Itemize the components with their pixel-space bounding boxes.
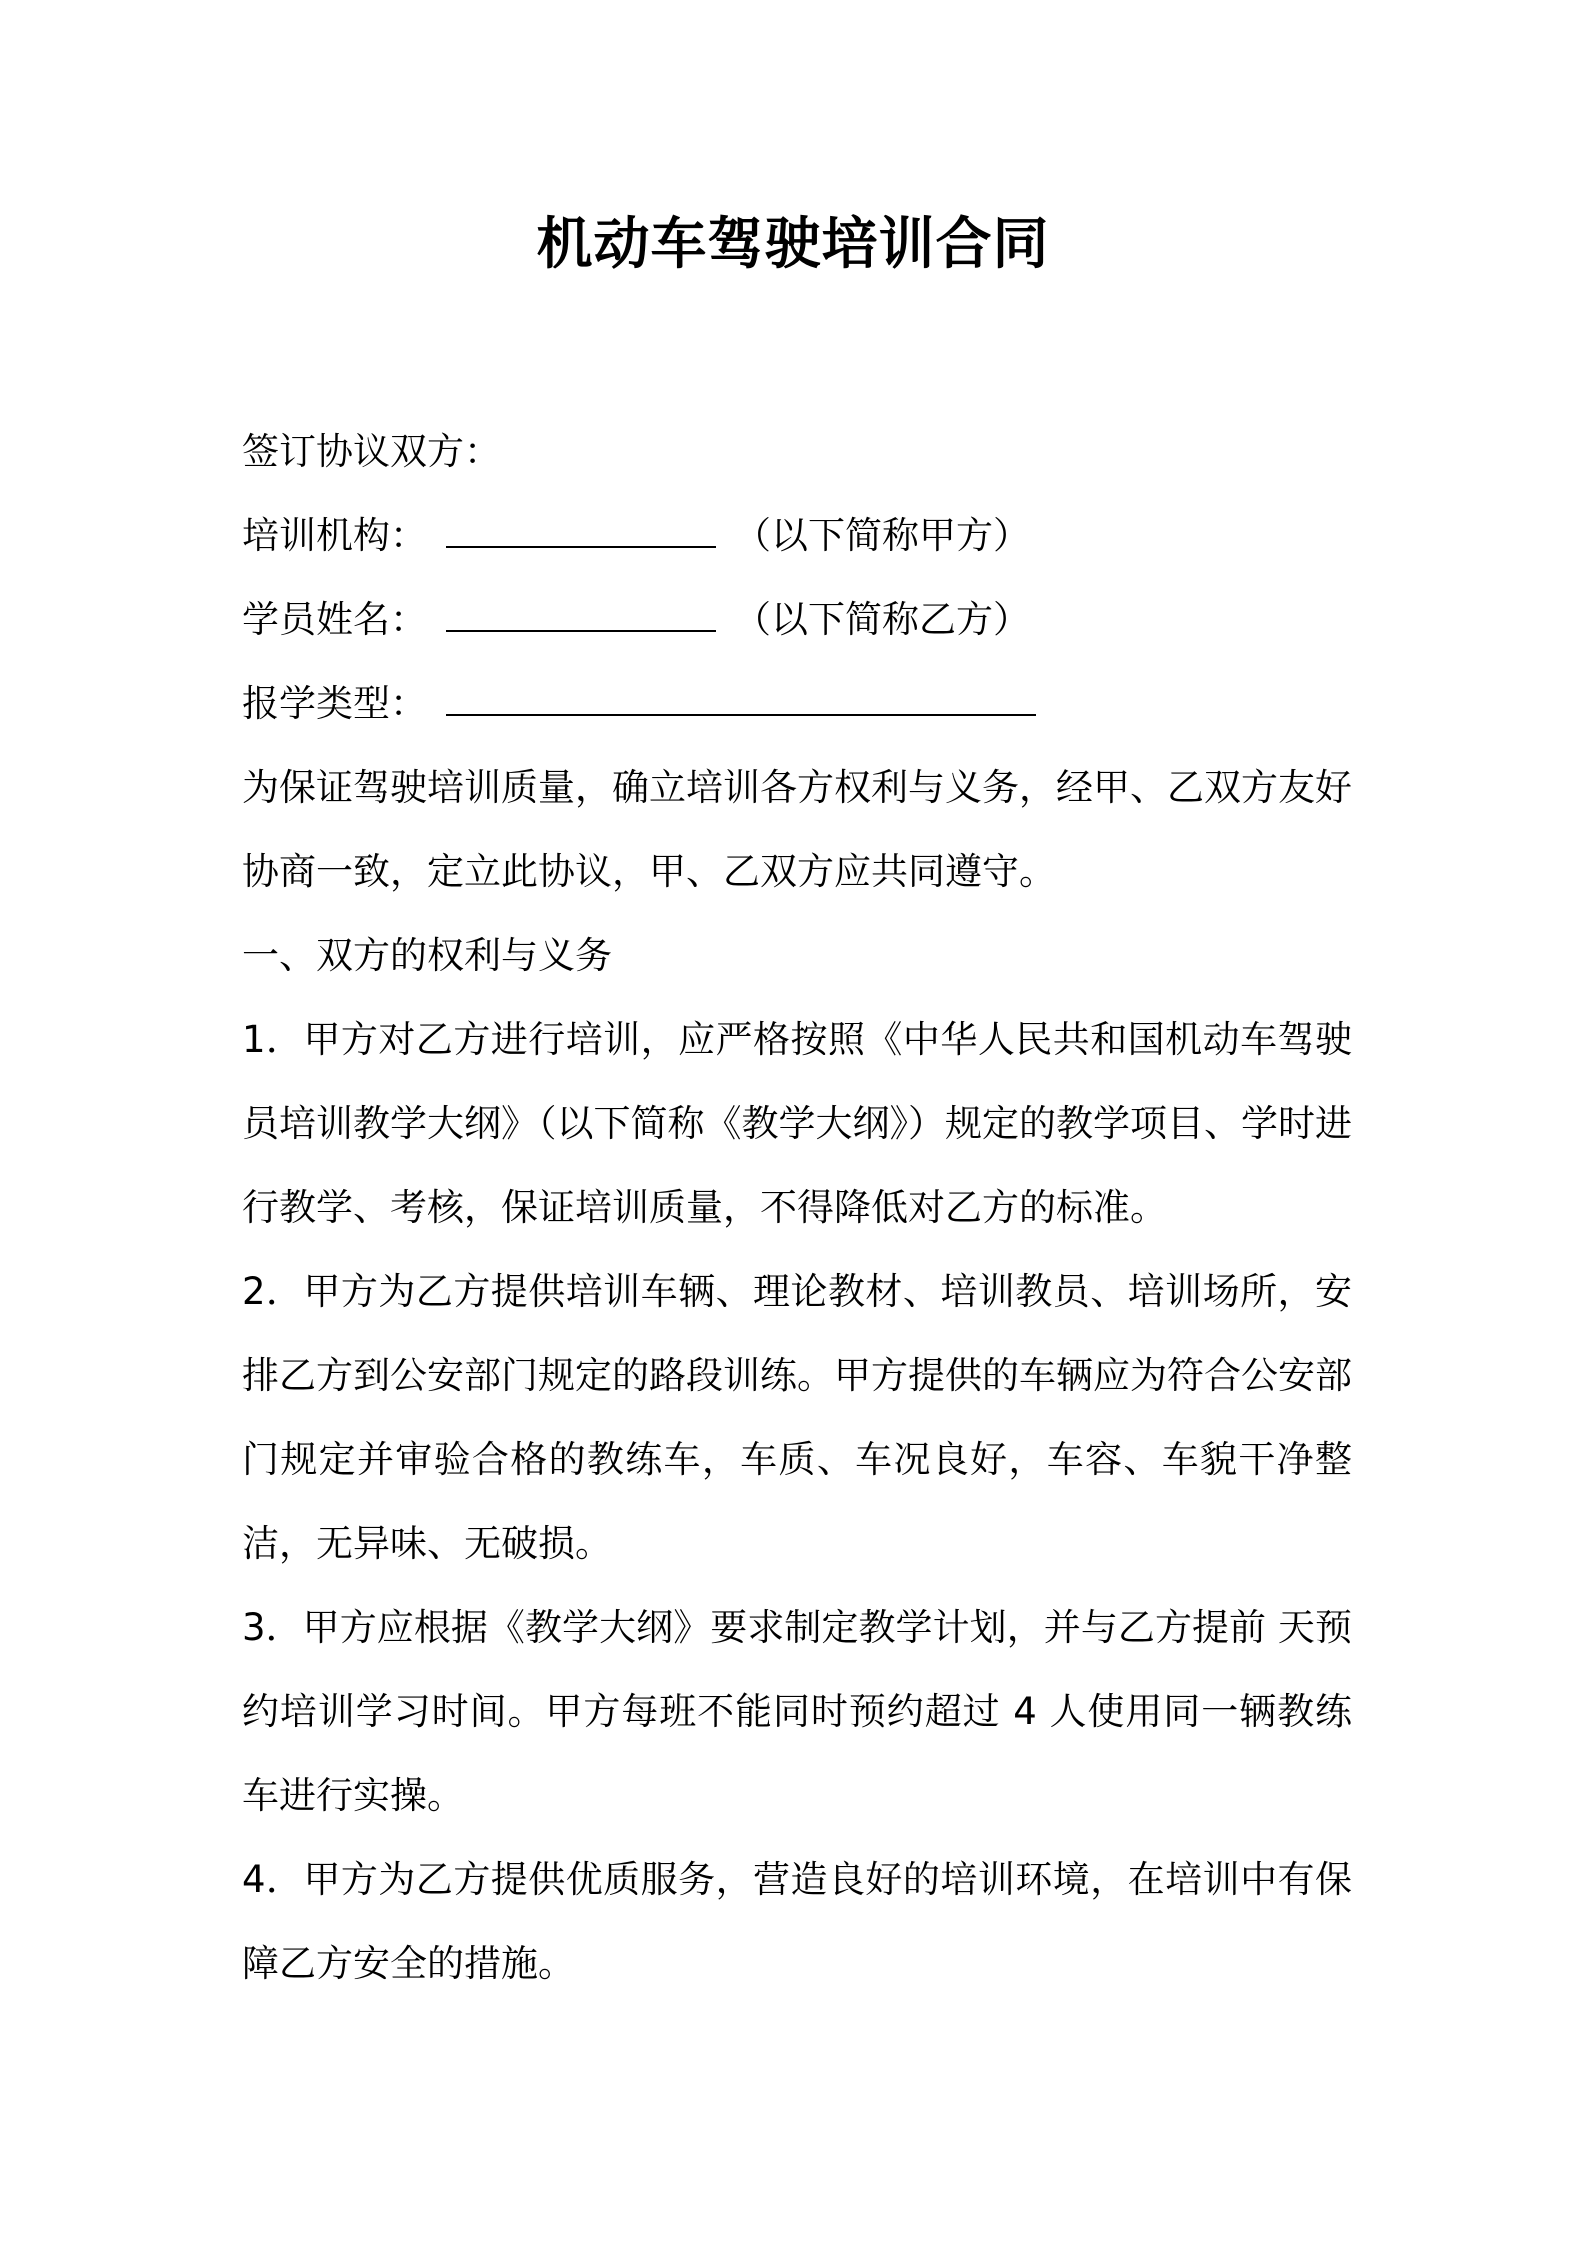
clause-2: 2．甲方为乙方提供培训车辆、理论教材、培训教员、培训场所，安排乙方到公安部门规定的路段训练。甲方提供的车辆应为符合公安部门规定并审验合格的教练车，车质、车况良好，车容、车貌干净整洁，无异味、无破损。 [242, 1270, 1352, 1565]
blank-line [446, 512, 716, 548]
blank-line [446, 596, 716, 632]
document-body [242, 410, 1352, 2006]
field-suffix: （以下简称乙方） [734, 598, 1030, 641]
field-enrollment-type [242, 662, 1352, 746]
section-heading: 一、双方的权利与义务 [242, 934, 612, 977]
clause-3: 3．甲方应根据《教学大纲》要求制定教学计划，并与乙方提前 天预约培训学习时间。甲方每班不能同时预约超过 4 人使用同一辆教练车进行实操。 [242, 1606, 1352, 1817]
document-title: 机动车驾驶培训合同 [536, 212, 1050, 277]
field-student-name [242, 578, 1352, 662]
field-label: 报学类型： [242, 682, 427, 725]
clause-1: 1．甲方对乙方进行培训，应严格按照《中华人民共和国机动车驾驶员培训教学大纲》（以下简称《教学大纲》）规定的教学项目、学时进行教学、考核，保证培训质量，不得降低对乙方的标准。 [242, 1018, 1352, 1229]
field-label: 学员姓名： [242, 598, 427, 641]
field-label: 培训机构： [242, 514, 427, 557]
field-suffix: （以下简称甲方） [734, 514, 1030, 557]
signing-parties-label: 签订协议双方： [242, 430, 501, 473]
clause-4: 4．甲方为乙方提供优质服务，营造良好的培训环境，在培训中有保障乙方安全的措施。 [242, 1858, 1352, 1985]
field-training-institution [242, 494, 1352, 578]
intro-paragraph: 为保证驾驶培训质量，确立培训各方权利与义务，经甲、乙双方友好协商一致，定立此协议，甲、乙双方应共同遵守。 [242, 766, 1352, 893]
blank-line [446, 680, 1036, 716]
